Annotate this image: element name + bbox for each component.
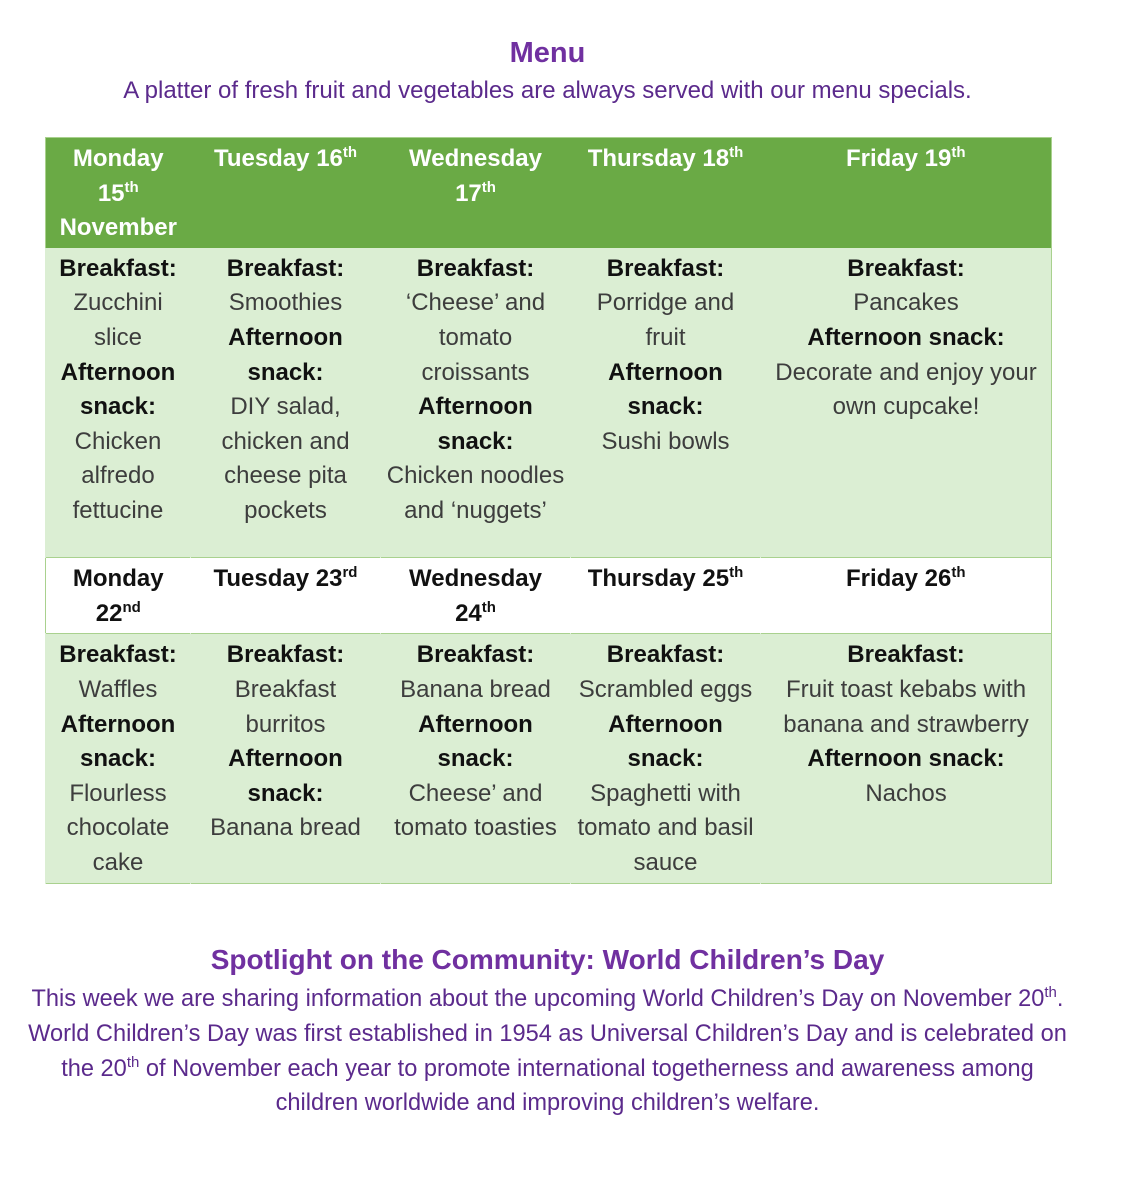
day-header: Monday 22nd bbox=[46, 558, 191, 634]
meal-cell bbox=[191, 634, 381, 883]
day-header: Thursday 18th bbox=[571, 138, 761, 248]
day-header: Friday 26th bbox=[761, 558, 1052, 634]
snack-item: Cheese’ and tomato toasties bbox=[394, 779, 557, 842]
breakfast-label: Breakfast: bbox=[226, 254, 345, 282]
spotlight-body: This week we are sharing information about the upcoming World Children’s Day on November 20th. World Children’s Day was first established in 1954 as Universal Children’s Day and is celebrated on the 20th of November each year to promote international togetherness and awareness among children worldwide and improving children’s welfare. bbox=[28, 984, 1067, 1117]
afternoon-label: Afternoon snack: bbox=[608, 358, 723, 421]
snack-item: Flourless chocolate cake bbox=[66, 779, 170, 877]
menu-subtitle: A platter of fresh fruit and vegetables are always served with our menu specials. bbox=[123, 77, 972, 104]
spotlight-title: Spotlight on the Community: World Children’s Day bbox=[210, 944, 885, 975]
breakfast-item: Breakfast burritos bbox=[234, 676, 337, 738]
week1-header-row bbox=[46, 138, 1052, 248]
meal-cell bbox=[46, 248, 191, 558]
breakfast-item: ‘Cheese’ and tomato croissants bbox=[405, 289, 546, 386]
meal-cell bbox=[761, 634, 1052, 883]
breakfast-item: Zucchini slice bbox=[73, 289, 163, 351]
afternoon-label: Afternoon snack: bbox=[418, 393, 533, 455]
snack-item: Banana bread bbox=[210, 814, 361, 842]
breakfast-item: Porridge and fruit bbox=[596, 289, 735, 351]
afternoon-label: Afternoon snack: bbox=[608, 710, 723, 773]
snack-item: Spaghetti with tomato and basil sauce bbox=[577, 779, 754, 877]
breakfast-item: Fruit toast kebabs with banana and strawberry bbox=[783, 676, 1029, 738]
snack-item: Chicken noodles and ‘nuggets’ bbox=[386, 462, 565, 524]
day-header: Tuesday 16th bbox=[191, 138, 381, 248]
day-header: Wednesday 24th bbox=[381, 558, 571, 634]
meal-cell bbox=[381, 634, 571, 883]
afternoon-label: Afternoon snack: bbox=[228, 745, 343, 807]
breakfast-label: Breakfast: bbox=[847, 254, 965, 282]
week2-meals-row bbox=[46, 634, 1052, 883]
breakfast-label: Breakfast: bbox=[416, 641, 535, 669]
breakfast-label: Breakfast: bbox=[416, 254, 535, 282]
afternoon-label: Afternoon snack: bbox=[60, 358, 176, 421]
afternoon-label: Afternoon snack: bbox=[418, 710, 533, 773]
snack-item: Decorate and enjoy your own cupcake! bbox=[775, 358, 1037, 421]
snack-item: Nachos bbox=[865, 779, 947, 807]
snack-item: Sushi bowls bbox=[601, 427, 730, 455]
breakfast-label: Breakfast: bbox=[59, 254, 177, 282]
meal-cell bbox=[761, 248, 1052, 558]
breakfast-item: Pancakes bbox=[853, 289, 959, 317]
meal-cell bbox=[191, 248, 381, 558]
breakfast-item: Waffles bbox=[78, 676, 158, 704]
breakfast-item: Smoothies bbox=[228, 289, 343, 317]
meal-cell bbox=[381, 248, 571, 558]
meal-cell bbox=[46, 634, 191, 883]
day-header: Thursday 25th bbox=[571, 558, 761, 634]
afternoon-label: Afternoon snack: bbox=[228, 323, 343, 386]
afternoon-label: Afternoon snack: bbox=[60, 710, 176, 773]
week1-meals-row bbox=[46, 248, 1052, 558]
menu-table bbox=[45, 137, 1052, 884]
week2-header-row bbox=[46, 558, 1052, 634]
breakfast-label: Breakfast: bbox=[847, 641, 965, 669]
afternoon-label: Afternoon snack: bbox=[807, 323, 1005, 351]
menu-title: Menu bbox=[509, 37, 586, 69]
day-header: Monday 15th November bbox=[46, 138, 191, 248]
meal-cell bbox=[571, 248, 761, 558]
afternoon-label: Afternoon snack: bbox=[807, 745, 1005, 773]
snack-item: DIY salad, chicken and cheese pita pockets bbox=[221, 393, 350, 524]
breakfast-item: Banana bread bbox=[400, 676, 551, 704]
breakfast-label: Breakfast: bbox=[226, 641, 345, 669]
day-header: Friday 19th bbox=[761, 138, 1052, 248]
breakfast-label: Breakfast: bbox=[606, 254, 725, 282]
day-header: Wednesday 17th bbox=[381, 138, 571, 248]
breakfast-label: Breakfast: bbox=[606, 641, 725, 669]
breakfast-label: Breakfast: bbox=[59, 641, 177, 669]
meal-cell bbox=[571, 634, 761, 883]
breakfast-item: Scrambled eggs bbox=[578, 676, 753, 704]
day-header: Tuesday 23rd bbox=[191, 558, 381, 634]
snack-item: Chicken alfredo fettucine bbox=[72, 427, 164, 524]
